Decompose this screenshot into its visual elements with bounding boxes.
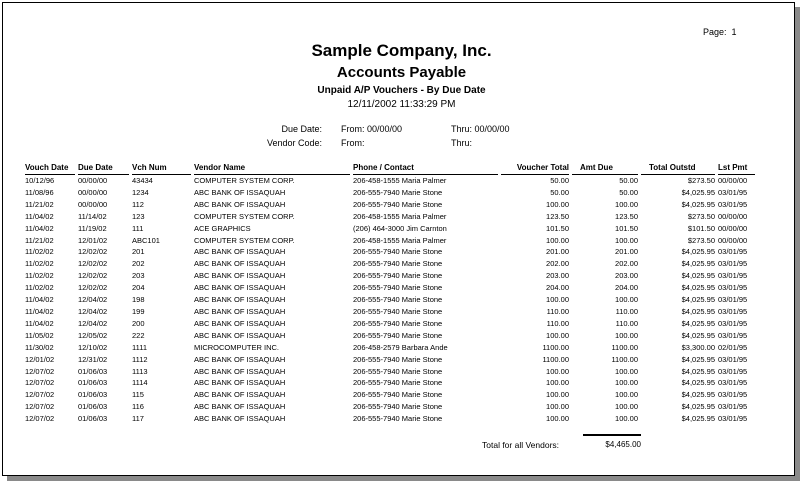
cell-lst-pmt: 03/01/95 [718,306,748,316]
cell-vendor-name: COMPUTER SYSTEM CORP. [194,176,295,185]
cell-vch-num: 1112 [132,354,148,364]
cell-total-outstd: $273.50 [687,176,715,185]
cell-due-date: 01/06/03 [78,366,108,376]
report-datetime: 12/11/2002 11:33:29 PM [347,99,456,110]
cell-vendor-name: ABC BANK OF ISSAQUAH [194,390,286,400]
cell-phone-contact: 206-555-7940 Marie Stone [353,366,443,376]
cell-vch-num: 123 [132,211,145,221]
cell-due-date: 12/02/02 [78,259,108,269]
col-vch-num: Vch Num [132,160,191,175]
cell-voucher-total: 204.00 [546,283,569,293]
cell-due-date: 12/02/02 [78,247,108,257]
cell-voucher-total: 100.00 [546,235,569,245]
cell-vouch-date: 11/02/02 [25,283,54,293]
cell-due-date: 11/19/02 [78,223,107,233]
cell-vendor-name: ABC BANK OF ISSAQUAH [194,247,286,257]
cell-voucher-total: 203.00 [546,271,569,281]
cell-amt-due: 100.00 [615,378,638,388]
cell-voucher-total: 100.00 [546,402,569,412]
cell-vendor-name: COMPUTER SYSTEM CORP. [194,211,295,221]
cell-due-date: 01/06/03 [78,390,108,400]
table-row [25,175,755,187]
cell-vendor-name: ABC BANK OF ISSAQUAH [194,402,286,412]
cell-phone-contact: 206-458-2579 Barbara Ande [353,342,448,352]
cell-voucher-total: 100.00 [546,390,569,400]
cell-amt-due: 100.00 [615,402,638,412]
cell-voucher-total: 123.50 [546,211,569,221]
page-label: Page: [703,27,727,37]
cell-vendor-name: MICROCOMPUTER INC. [194,342,279,352]
col-due-date: Due Date [78,160,129,175]
cell-phone-contact: 206-458-1555 Maria Palmer [353,235,447,245]
table-row [25,413,755,425]
cell-lst-pmt: 03/01/95 [718,390,748,400]
cell-vouch-date: 12/07/02 [25,366,55,376]
cell-phone-contact: 206-458-1555 Maria Palmer [353,176,447,185]
cell-lst-pmt: 03/01/95 [718,378,748,388]
col-total-outstd: Total Outstd [641,160,715,175]
cell-voucher-total: 110.00 [546,318,569,328]
cell-vouch-date: 11/02/02 [25,271,54,281]
cell-phone-contact: 206-555-7940 Marie Stone [353,390,443,400]
cell-vch-num: 222 [132,330,145,340]
cell-total-outstd: $4,025.95 [681,378,715,388]
cell-total-outstd: $4,025.95 [681,283,715,293]
company-name: Sample Company, Inc. [311,41,492,60]
cell-total-outstd: $4,025.95 [681,414,715,424]
table-row [25,366,755,378]
cell-voucher-total: 110.00 [546,306,569,316]
cell-amt-due: 100.00 [615,414,638,424]
cell-lst-pmt: 03/01/95 [718,330,748,340]
cell-phone-contact: 206-555-7940 Marie Stone [353,247,443,257]
table-row [25,235,755,247]
total-value: $4,465.00 [605,440,641,449]
cell-vouch-date: 11/30/02 [25,342,54,352]
table-row [25,211,755,223]
table-row [25,294,755,306]
cell-amt-due: 100.00 [615,366,638,376]
col-voucher-total: Voucher Total [501,160,569,175]
cell-vouch-date: 11/08/96 [25,187,54,197]
cell-lst-pmt: 00/00/00 [718,223,748,233]
cell-total-outstd: $4,025.95 [681,247,715,257]
cell-vouch-date: 11/05/02 [25,330,54,340]
page-number-value: 1 [731,27,737,37]
table-row [25,258,755,270]
cell-voucher-total: 100.00 [546,378,569,388]
cell-phone-contact: 206-555-7940 Marie Stone [353,402,443,412]
cell-phone-contact: 206-555-7940 Marie Stone [353,318,443,328]
cell-amt-due: 100.00 [615,235,638,245]
cell-due-date: 01/06/03 [78,402,108,412]
cell-lst-pmt: 02/01/95 [718,342,748,352]
cell-vendor-name: ABC BANK OF ISSAQUAH [194,378,286,388]
cell-lst-pmt: 03/01/95 [718,295,748,305]
report-subtitle: Unpaid A/P Vouchers - By Due Date [317,85,486,96]
cell-lst-pmt: 03/01/95 [718,271,748,281]
cell-phone-contact: 206-555-7940 Marie Stone [353,378,443,388]
cell-amt-due: 204.00 [615,283,638,293]
cell-vendor-name: ABC BANK OF ISSAQUAH [194,295,286,305]
cell-vch-num: 112 [132,199,144,209]
cell-voucher-total: 100.00 [546,414,569,424]
cell-vch-num: 1114 [132,378,148,388]
cell-vendor-name: ABC BANK OF ISSAQUAH [194,187,286,197]
cell-phone-contact: 206-555-7940 Marie Stone [353,414,443,424]
table-row [25,282,755,294]
cell-vch-num: 202 [132,259,145,269]
table-row [25,389,755,401]
cell-vendor-name: ABC BANK OF ISSAQUAH [194,306,286,316]
due-date-from: From: 00/00/00 [341,124,403,134]
table-row [25,223,755,235]
cell-lst-pmt: 00/00/00 [718,211,748,221]
due-date-label: Due Date: [281,124,322,134]
vendor-code-from: From: [341,138,365,148]
cell-due-date: 12/31/02 [78,354,108,364]
cell-vch-num: 117 [132,414,144,424]
cell-vendor-name: ABC BANK OF ISSAQUAH [194,330,286,340]
due-date-thru: Thru: 00/00/00 [451,124,510,134]
cell-lst-pmt: 03/01/95 [718,318,748,328]
cell-due-date: 00/00/00 [78,187,108,197]
col-vouch-date: Vouch Date [25,160,75,175]
cell-vch-num: 203 [132,271,145,281]
cell-lst-pmt: 03/01/95 [718,354,748,364]
cell-total-outstd: $4,025.95 [681,366,715,376]
page-number [703,27,737,37]
cell-voucher-total: 1100.00 [542,342,569,352]
cell-lst-pmt: 03/01/95 [718,259,748,269]
cell-amt-due: 1100.00 [611,342,638,352]
cell-total-outstd: $4,025.95 [681,354,715,364]
cell-vendor-name: ABC BANK OF ISSAQUAH [194,283,286,293]
cell-phone-contact: 206-555-7940 Marie Stone [353,306,443,316]
cell-vouch-date: 12/07/02 [25,414,55,424]
cell-lst-pmt: 03/01/95 [718,199,748,209]
cell-vch-num: ABC101 [132,235,160,245]
cell-vouch-date: 11/21/02 [25,235,54,245]
table-row [25,377,755,389]
cell-vendor-name: ABC BANK OF ISSAQUAH [194,271,286,281]
col-vendor-name: Vendor Name [194,160,350,175]
cell-due-date: 12/04/02 [78,318,108,328]
table-row [25,246,755,258]
cell-vouch-date: 11/04/02 [25,295,54,305]
cell-total-outstd: $4,025.95 [681,402,715,412]
cell-amt-due: 202.00 [615,259,638,269]
cell-phone-contact: 206-555-7940 Marie Stone [353,295,443,305]
cell-phone-contact: 206-555-7940 Marie Stone [353,259,443,269]
cell-total-outstd: $3,300.00 [681,342,715,352]
cell-vch-num: 200 [132,318,145,328]
cell-total-outstd: $4,025.95 [681,259,715,269]
cell-vouch-date: 12/01/02 [25,354,55,364]
cell-vendor-name: COMPUTER SYSTEM CORP. [194,235,295,245]
cell-voucher-total: 101.50 [546,223,569,233]
cell-vch-num: 1111 [132,342,148,352]
total-label: Total for all Vendors: [482,440,560,450]
table-row [25,318,755,330]
cell-lst-pmt: 03/01/95 [718,283,748,293]
cell-amt-due: 123.50 [615,211,638,221]
cell-vouch-date: 11/04/02 [25,318,54,328]
cell-vch-num: 1234 [132,187,149,197]
cell-total-outstd: $4,025.95 [681,187,715,197]
cell-vch-num: 116 [132,402,144,412]
cell-total-outstd: $4,025.95 [681,330,715,340]
cell-total-outstd: $273.50 [687,235,715,245]
cell-vch-num: 43434 [132,176,153,185]
cell-vouch-date: 11/04/02 [25,211,54,221]
cell-vouch-date: 12/07/02 [25,378,55,388]
cell-due-date: 00/00/00 [78,176,108,185]
table-row [25,342,755,354]
col-amt-due: Amt Due [572,160,638,175]
cell-voucher-total: 100.00 [546,199,569,209]
cell-lst-pmt: 00/00/00 [718,176,748,185]
report-title: Accounts Payable [336,64,467,81]
cell-vendor-name: ABC BANK OF ISSAQUAH [194,199,286,209]
cell-voucher-total: 100.00 [546,295,569,305]
cell-total-outstd: $4,025.95 [681,271,715,281]
cell-due-date: 12/10/02 [78,342,108,352]
cell-vouch-date: 11/04/02 [25,306,54,316]
cell-amt-due: 201.00 [615,247,638,257]
table-row [25,401,755,413]
page-shadow-bottom [7,476,800,481]
cell-vouch-date: 11/21/02 [25,199,54,209]
cell-vendor-name: ABC BANK OF ISSAQUAH [194,366,286,376]
cell-amt-due: 100.00 [615,295,638,305]
cell-lst-pmt: 00/00/00 [718,235,748,245]
cell-voucher-total: 100.00 [546,366,569,376]
cell-due-date: 12/05/02 [78,330,108,340]
cell-vch-num: 199 [132,306,145,316]
vendor-code-thru: Thru: [451,138,473,148]
cell-lst-pmt: 03/01/95 [718,402,748,412]
cell-vouch-date: 11/02/02 [25,259,54,269]
cell-voucher-total: 202.00 [546,259,569,269]
cell-lst-pmt: 03/01/95 [718,187,748,197]
cell-total-outstd: $4,025.95 [681,306,715,316]
cell-lst-pmt: 03/01/95 [718,366,748,376]
cell-voucher-total: 50.00 [550,176,569,185]
table-row [25,199,755,211]
cell-due-date: 12/02/02 [78,271,108,281]
cell-amt-due: 100.00 [615,199,638,209]
cell-voucher-total: 50.00 [550,187,569,197]
cell-vch-num: 201 [132,247,145,257]
cell-amt-due: 203.00 [615,271,638,281]
cell-due-date: 12/01/02 [78,235,108,245]
cell-amt-due: 110.00 [615,318,638,328]
cell-lst-pmt: 03/01/95 [718,247,748,257]
cell-amt-due: 100.00 [615,390,638,400]
cell-lst-pmt: 03/01/95 [718,414,748,424]
table-row [25,330,755,342]
table-row [25,270,755,282]
cell-vouch-date: 12/07/02 [25,390,55,400]
cell-total-outstd: $4,025.95 [681,390,715,400]
cell-amt-due: 1100.00 [611,354,638,364]
cell-total-outstd: $4,025.95 [681,295,715,305]
total-underline [583,434,641,436]
cell-vouch-date: 10/12/96 [25,176,55,185]
cell-total-outstd: $101.50 [687,223,715,233]
cell-vch-num: 1113 [132,366,148,376]
cell-due-date: 01/06/03 [78,414,108,424]
cell-due-date: 12/04/02 [78,306,108,316]
cell-vch-num: 111 [132,223,144,233]
cell-amt-due: 50.00 [619,187,638,197]
cell-vch-num: 204 [132,283,145,293]
cell-vendor-name: ABC BANK OF ISSAQUAH [194,414,286,424]
cell-vendor-name: ABC BANK OF ISSAQUAH [194,318,286,328]
cell-phone-contact: 206-555-7940 Marie Stone [353,330,443,340]
cell-phone-contact: 206-555-7940 Marie Stone [353,187,443,197]
vouchers-table [22,160,758,425]
cell-due-date: 12/04/02 [78,295,108,305]
cell-amt-due: 100.00 [615,330,638,340]
cell-voucher-total: 1100.00 [542,354,569,364]
cell-voucher-total: 201.00 [546,247,569,257]
cell-total-outstd: $273.50 [687,211,715,221]
cell-vendor-name: ABC BANK OF ISSAQUAH [194,354,286,364]
cell-voucher-total: 100.00 [546,330,569,340]
cell-phone-contact: 206-555-7940 Marie Stone [353,199,443,209]
cell-vendor-name: ACE GRAPHICS [194,223,251,233]
table-row [25,306,755,318]
cell-amt-due: 50.00 [619,176,638,185]
cell-due-date: 01/06/03 [78,378,108,388]
cell-phone-contact: 206-555-7940 Marie Stone [353,271,443,281]
cell-vouch-date: 11/02/02 [25,247,54,257]
table-row [25,187,755,199]
table-header-row [25,160,755,175]
cell-phone-contact: 206-555-7940 Marie Stone [353,354,443,364]
cell-amt-due: 101.50 [615,223,638,233]
table-row [25,354,755,366]
cell-phone-contact: 206-555-7940 Marie Stone [353,283,443,293]
cell-phone-contact: 206-458-1555 Maria Palmer [353,211,447,221]
cell-phone-contact: (206) 464-3000 Jim Carnton [353,223,447,233]
cell-vch-num: 115 [132,390,144,400]
cell-vouch-date: 11/04/02 [25,223,54,233]
col-phone-contact: Phone / Contact [353,160,498,175]
vendor-code-label: Vendor Code: [266,138,322,148]
cell-vendor-name: ABC BANK OF ISSAQUAH [194,259,286,269]
cell-vch-num: 198 [132,295,145,305]
cell-due-date: 12/02/02 [78,283,108,293]
cell-total-outstd: $4,025.95 [681,318,715,328]
cell-due-date: 00/00/00 [78,199,108,209]
cell-due-date: 11/14/02 [78,211,107,221]
cell-amt-due: 110.00 [615,306,638,316]
cell-vouch-date: 12/07/02 [25,402,55,412]
col-lst-pmt: Lst Pmt [718,160,755,175]
cell-total-outstd: $4,025.95 [681,199,715,209]
